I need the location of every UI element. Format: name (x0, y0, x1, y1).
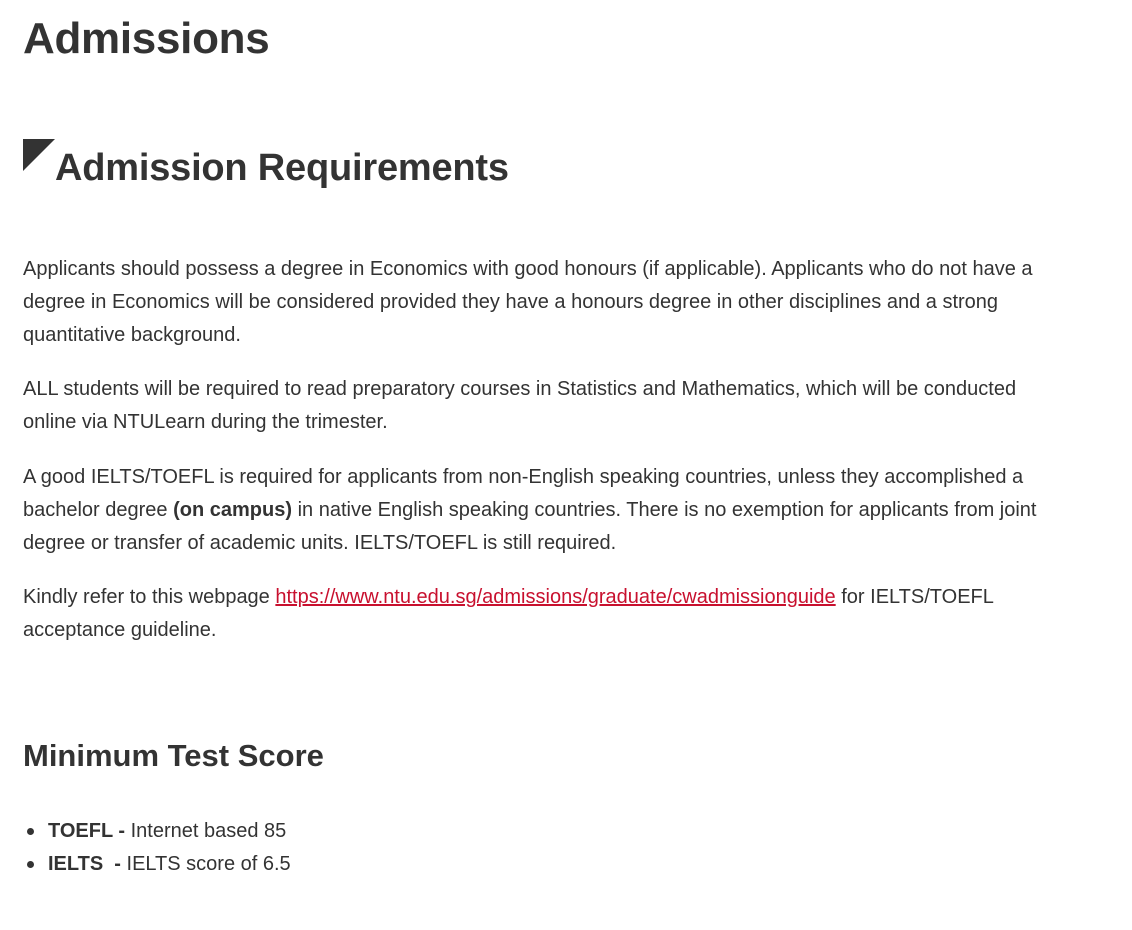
corner-triangle-icon (23, 139, 55, 171)
language-requirement-paragraph (23, 461, 1073, 560)
bullet-icon (27, 828, 34, 835)
minimum-test-score-heading: Minimum Test Score (23, 738, 324, 773)
section-heading: Admission Requirements (55, 147, 509, 189)
bullet-icon (27, 861, 34, 868)
score-value: IELTS score of 6.5 (120, 853, 291, 875)
list-item (23, 848, 291, 881)
guideline-text-2: for IELTS/TOEFL acceptance guideline. (23, 586, 994, 641)
requirements-paragraph: Applicants should possess a degree in Economics with good honours (if applicable). Applicants who do not have a degree in Economics will be considered provided they have a honours degree in other disciplines and a strong quantitative background. (23, 258, 1033, 346)
score-value: Internet based 85 (125, 820, 287, 842)
admission-guide-link[interactable]: https://www.ntu.edu.sg/admissions/graduate/cwadmissionguide (275, 586, 836, 608)
preparatory-courses-paragraph: ALL students will be required to read preparatory courses in Statistics and Mathematics, which will be conducted online via NTULearn during the trimester. (23, 378, 1017, 433)
on-campus-emphasis: (on campus) (173, 499, 293, 521)
test-score-list (23, 815, 291, 881)
page-title: Admissions (23, 14, 270, 63)
guideline-text-1: Kindly refer to this webpage (23, 586, 276, 608)
list-item (23, 815, 291, 848)
language-requirement-text-1: A good IELTS/TOEFL is required for applicants from non-English speaking countries, unless they accomplished a bachelor degree (23, 466, 1024, 521)
language-requirement-text-2: in native English speaking countries. There is no exemption for applicants from joint degree or transfer of academic units. IELTS/TOEFL is still required. (23, 499, 1037, 554)
score-label: IELTS - (48, 853, 121, 875)
guideline-paragraph (23, 581, 1073, 647)
score-label: TOEFL - (48, 820, 126, 842)
